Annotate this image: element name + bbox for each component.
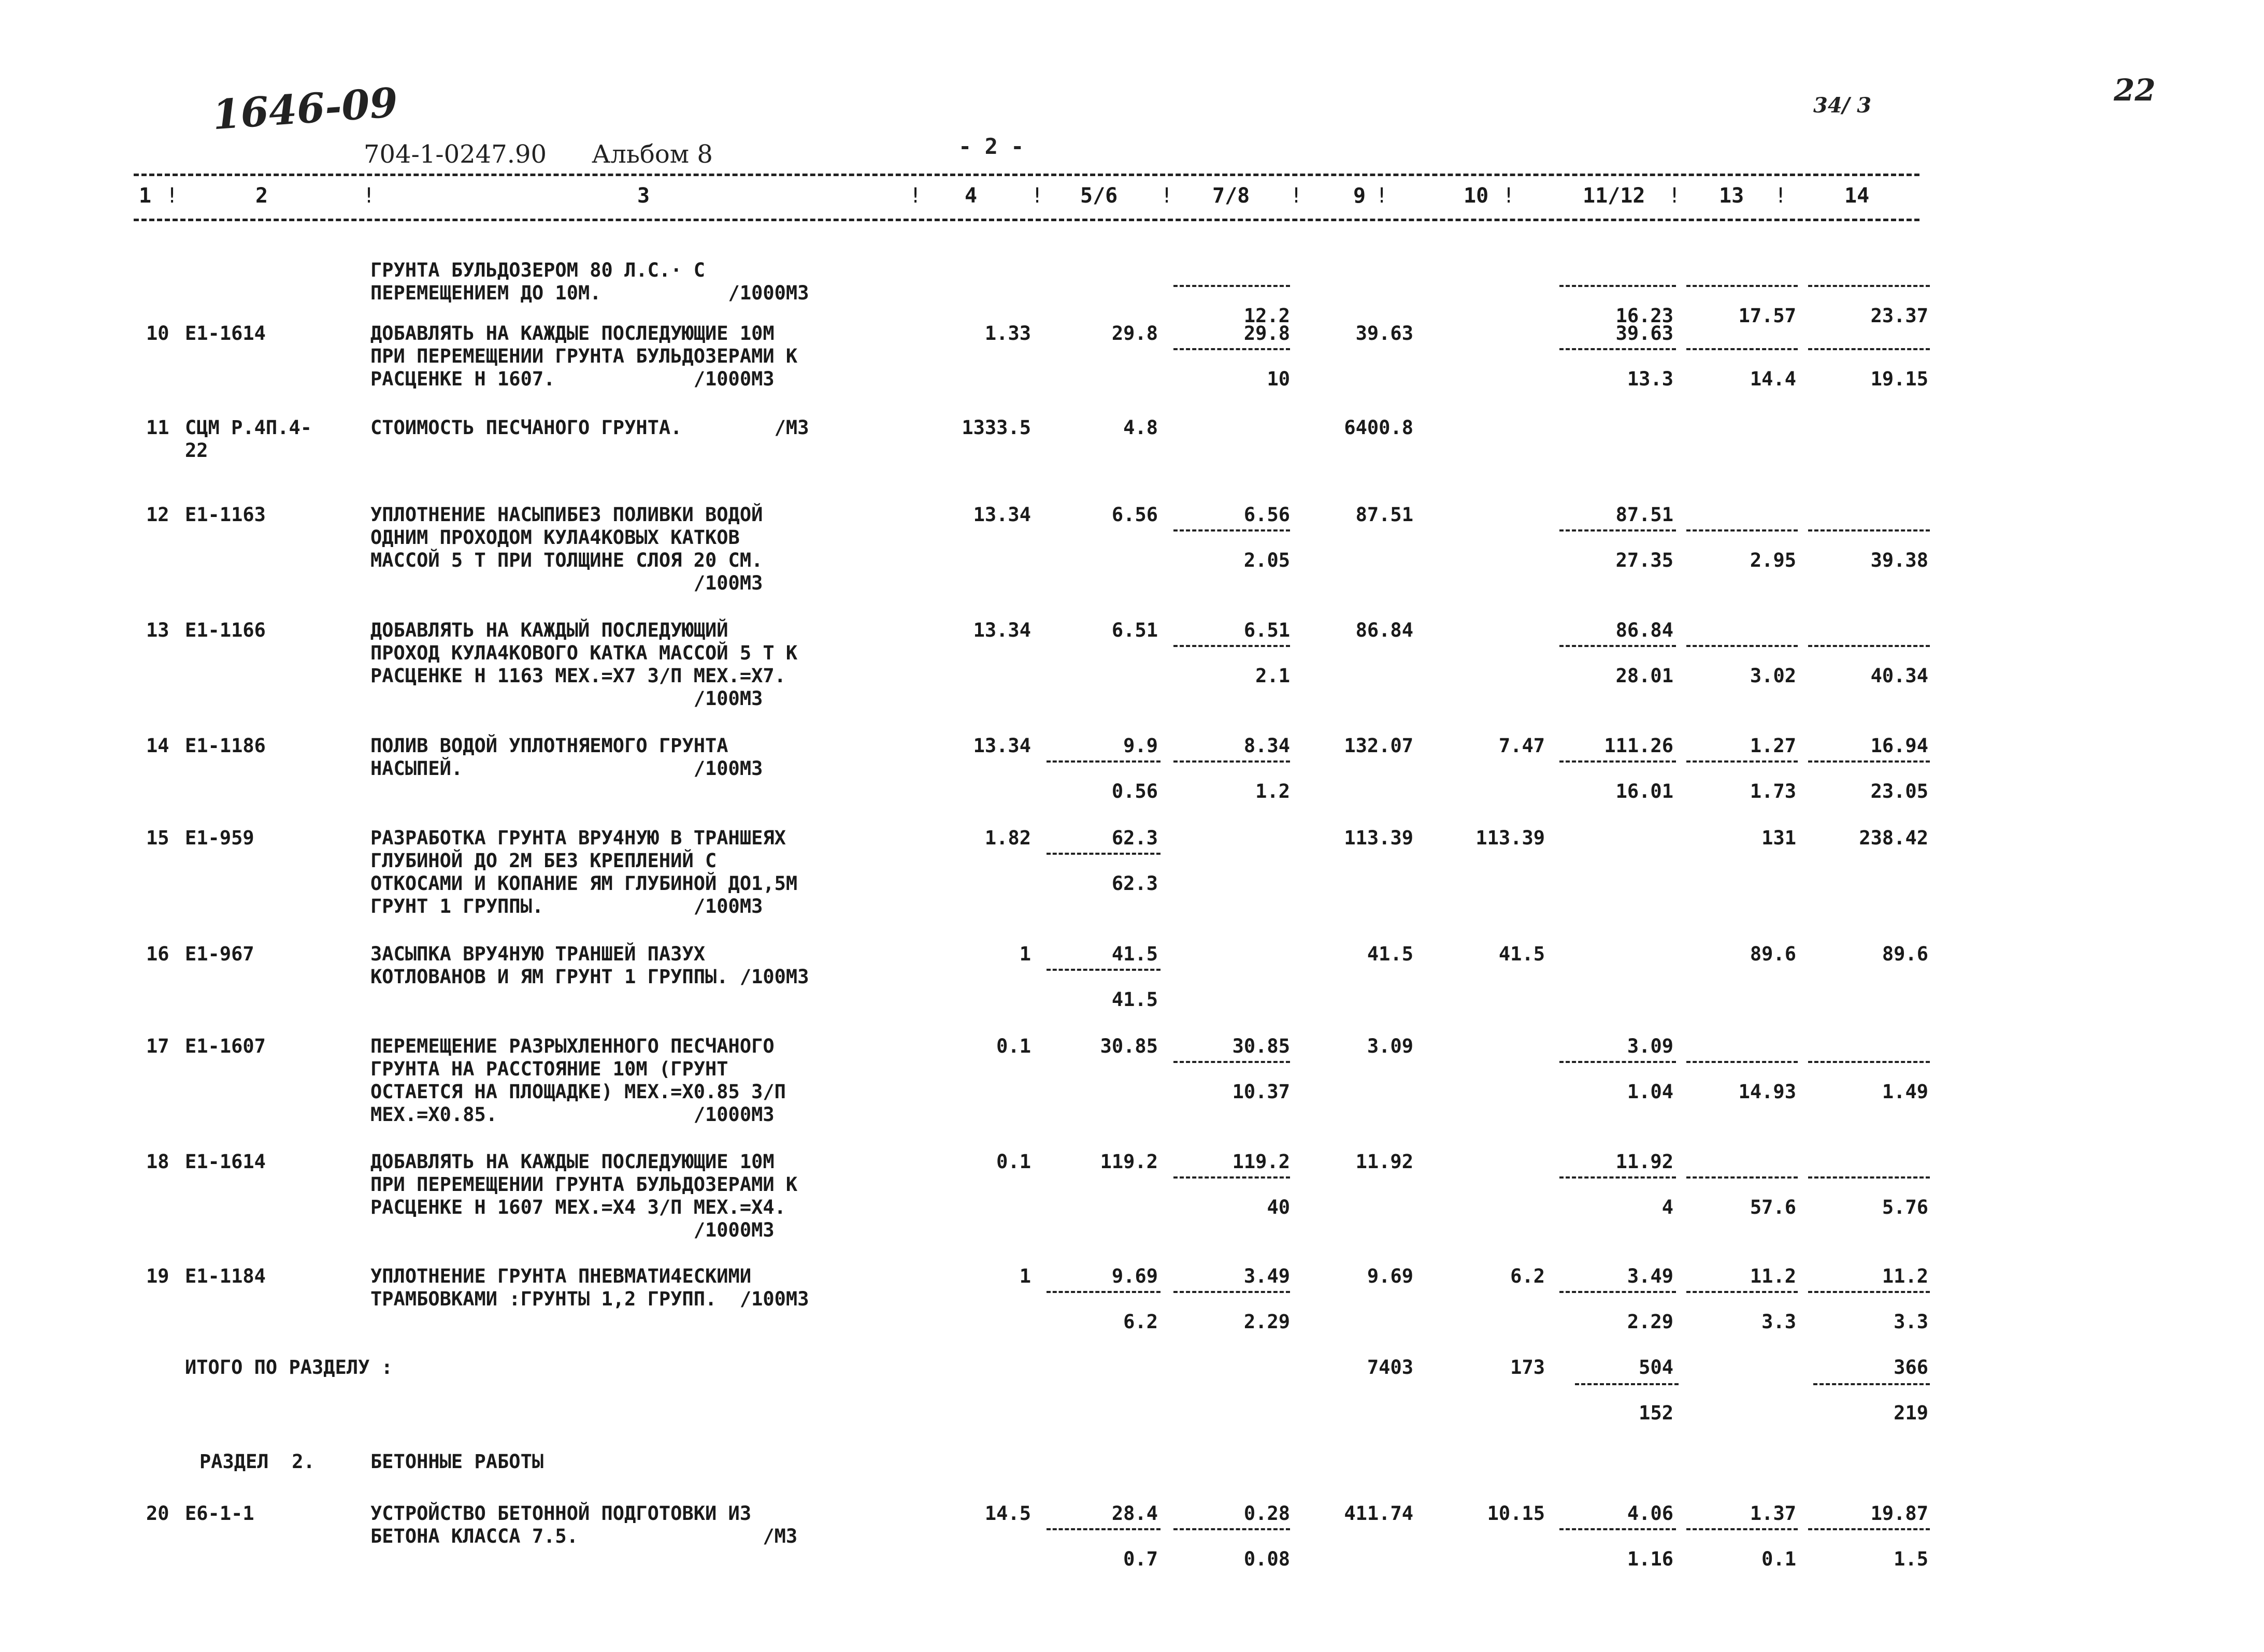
cell-c11: 1.04 bbox=[1627, 1081, 1673, 1103]
cell-c5: 119.2 bbox=[1100, 1151, 1158, 1173]
divider-line bbox=[1686, 1528, 1798, 1530]
cell-c10: 41.5 bbox=[1498, 943, 1545, 965]
divider-line bbox=[1686, 1061, 1798, 1063]
column-separator: ! bbox=[363, 184, 376, 208]
cell-c4: 13.34 bbox=[973, 619, 1031, 641]
cell-c14: 16.94 bbox=[1870, 735, 1928, 757]
column-header-1: 1 bbox=[139, 184, 152, 208]
cell-c7: 3.49 bbox=[1243, 1265, 1290, 1287]
handwritten-sheet-number: 34/ 3 bbox=[1813, 93, 1872, 118]
cell-c7: 8.34 bbox=[1243, 735, 1290, 757]
divider-line bbox=[1047, 1291, 1160, 1293]
cell-c11: 1.16 bbox=[1627, 1548, 1673, 1570]
row-code: Е1-1186 bbox=[185, 735, 266, 757]
row-number: 15 bbox=[146, 827, 169, 849]
column-separator: ! bbox=[1502, 184, 1515, 208]
divider-line bbox=[1575, 1383, 1679, 1385]
divider-line bbox=[1559, 760, 1676, 763]
cell-c9: 39.63 bbox=[1355, 322, 1413, 344]
row-description: ДОБАВЛЯТЬ НА КАЖДЫЕ ПОСЛЕДУЮЩИЕ 10М ПРИ ПЕРЕМЕЩЕНИИ ГРУНТА БУЛЬДОЗЕРАМИ К РАСЦЕНКЕ Н 1607. /1000М3 bbox=[370, 322, 798, 390]
divider-line bbox=[1173, 1528, 1290, 1530]
divider-line bbox=[1559, 348, 1676, 350]
cell-c4: 1.33 bbox=[984, 322, 1031, 344]
cell-c11: 3.09 bbox=[1627, 1035, 1673, 1057]
cell-c14: 366 bbox=[1894, 1356, 1928, 1378]
column-separator: ! bbox=[1774, 184, 1787, 208]
row-code: Е6-1-1 bbox=[185, 1502, 254, 1525]
cell-c13: 1.27 bbox=[1750, 735, 1796, 757]
cell-c4: 0.1 bbox=[996, 1151, 1031, 1173]
row-number: 12 bbox=[146, 504, 169, 526]
cell-c4: 1.82 bbox=[984, 827, 1031, 849]
divider-line bbox=[1047, 1528, 1160, 1530]
cell-c13: 11.2 bbox=[1750, 1265, 1796, 1287]
cell-c11: 4 bbox=[1661, 1196, 1673, 1218]
cell-c11: 87.51 bbox=[1615, 504, 1673, 526]
column-header-14: 14 bbox=[1844, 184, 1870, 208]
cell-c11: 13.3 bbox=[1627, 368, 1673, 390]
row-code: Е1-1607 bbox=[185, 1035, 266, 1057]
divider-line bbox=[1173, 285, 1290, 287]
row-description: ЗАСЫПКА ВРУ4НУЮ ТРАНШЕЙ ПАЗУХ КОТЛОВАНОВ И ЯМ ГРУНТ 1 ГРУППЫ. /100М3 bbox=[370, 943, 809, 988]
column-separator: ! bbox=[1290, 184, 1303, 208]
cell-c10: 7.47 bbox=[1498, 735, 1545, 757]
section-title: БЕТОННЫЕ РАБОТЫ bbox=[370, 1450, 544, 1473]
top-rule bbox=[134, 174, 1919, 176]
divider-line bbox=[1686, 1176, 1798, 1179]
cell-c9: 411.74 bbox=[1344, 1502, 1413, 1525]
cell-c7: 10.37 bbox=[1232, 1081, 1290, 1103]
cell-c11: 27.35 bbox=[1615, 549, 1673, 571]
row-description: ПОЛИВ ВОДОЙ УПЛОТНЯЕМОГО ГРУНТА НАСЫПЕЙ. /100М3 bbox=[370, 735, 763, 780]
cell-c5: 4.8 bbox=[1123, 416, 1158, 439]
cell-c9: 87.51 bbox=[1355, 504, 1413, 526]
cell-c11: 16.23 bbox=[1615, 305, 1673, 327]
page-marker: - 2 - bbox=[958, 134, 1024, 159]
cell-c14: 23.37 bbox=[1870, 305, 1928, 327]
cell-c11: 86.84 bbox=[1615, 619, 1673, 641]
column-header-13: 13 bbox=[1719, 184, 1744, 208]
cell-c7: 40 bbox=[1267, 1196, 1290, 1218]
cell-c14: 19.15 bbox=[1870, 368, 1928, 390]
divider-line bbox=[1047, 853, 1160, 855]
cell-c14: 89.6 bbox=[1882, 943, 1928, 965]
document-code: 704-1-0247.90 bbox=[364, 140, 547, 169]
cell-c9: 11.92 bbox=[1355, 1151, 1413, 1173]
column-header-4: 4 bbox=[965, 184, 978, 208]
row-number: 11 bbox=[146, 416, 169, 439]
cell-c14: 39.38 bbox=[1870, 549, 1928, 571]
cell-c9: 9.69 bbox=[1367, 1265, 1413, 1287]
cell-c7: 2.29 bbox=[1243, 1311, 1290, 1333]
cell-c11: 4.06 bbox=[1627, 1502, 1673, 1525]
cell-c14: 19.87 bbox=[1870, 1502, 1928, 1525]
divider-line bbox=[1808, 1061, 1930, 1063]
divider-line bbox=[1173, 529, 1290, 531]
cell-c11: 152 bbox=[1639, 1402, 1673, 1424]
cell-c13: 14.93 bbox=[1738, 1081, 1796, 1103]
divider-line bbox=[1686, 348, 1798, 350]
row-description: ПЕРЕМЕЩЕНИЕ РАЗРЫХЛЕННОГО ПЕСЧАНОГО ГРУНТА НА РАССТОЯНИЕ 10М (ГРУНТ ОСТАЕТСЯ НА ПЛОЩАДКЕ) МЕХ.=Х0.85 З/П МЕХ.=Х0.85. /1000М3 bbox=[370, 1035, 786, 1126]
row-number: 17 bbox=[146, 1035, 169, 1057]
cell-c9: 113.39 bbox=[1344, 827, 1413, 849]
divider-line bbox=[1559, 529, 1676, 531]
column-header-9: 9 bbox=[1353, 184, 1366, 208]
cell-c7: 12.2 bbox=[1243, 305, 1290, 327]
divider-line bbox=[1047, 969, 1160, 971]
row-code: Е1-959 bbox=[185, 827, 254, 849]
divider-line bbox=[1813, 1383, 1930, 1385]
cell-c10: 6.2 bbox=[1510, 1265, 1545, 1287]
divider-line bbox=[1808, 1528, 1930, 1530]
row-code: Е1-1614 bbox=[185, 1151, 266, 1173]
column-header-2: 2 bbox=[255, 184, 268, 208]
cell-c11: 111.26 bbox=[1604, 735, 1673, 757]
row-code: Е1-1614 bbox=[185, 322, 266, 344]
header-rule bbox=[134, 219, 1919, 221]
cell-c13: 3.02 bbox=[1750, 665, 1796, 687]
row-number: 16 bbox=[146, 943, 169, 965]
row-description: ГРУНТА БУЛЬДОЗЕРОМ 80 Л.С.· С ПЕРЕМЕЩЕНИЕМ ДО 10М. /1000М3 bbox=[370, 259, 809, 304]
cell-c7: 119.2 bbox=[1232, 1151, 1290, 1173]
cell-c13: 1.37 bbox=[1750, 1502, 1796, 1525]
divider-line bbox=[1808, 529, 1930, 531]
cell-c9: 132.07 bbox=[1344, 735, 1413, 757]
cell-c13: 57.6 bbox=[1750, 1196, 1796, 1218]
cell-c7: 10 bbox=[1267, 368, 1290, 390]
cell-c11: 2.29 bbox=[1627, 1311, 1673, 1333]
cell-c5: 41.5 bbox=[1111, 988, 1158, 1011]
cell-c14: 238.42 bbox=[1859, 827, 1928, 849]
cell-c4: 13.34 bbox=[973, 504, 1031, 526]
cell-c9: 86.84 bbox=[1355, 619, 1413, 641]
cell-c9: 41.5 bbox=[1367, 943, 1413, 965]
cell-c7: 2.1 bbox=[1255, 665, 1290, 687]
row-code: СЦМ Р.4П.4- 22 bbox=[185, 416, 312, 462]
cell-c7: 1.2 bbox=[1255, 780, 1290, 802]
row-description: ДОБАВЛЯТЬ НА КАЖДЫЕ ПОСЛЕДУЮЩИЕ 10М ПРИ ПЕРЕМЕЩЕНИИ ГРУНТА БУЛЬДОЗЕРАМИ К РАСЦЕНКЕ Н 1607 МЕХ.=Х4 З/П МЕХ.=Х4. /1000М3 bbox=[370, 1151, 798, 1241]
divider-line bbox=[1808, 348, 1930, 350]
cell-c11: 39.63 bbox=[1615, 322, 1673, 344]
column-separator: ! bbox=[1031, 184, 1044, 208]
cell-c5: 0.56 bbox=[1111, 780, 1158, 802]
cell-c7: 0.08 bbox=[1243, 1548, 1290, 1570]
cell-c5: 28.4 bbox=[1111, 1502, 1158, 1525]
album-label: Альбом 8 bbox=[592, 140, 713, 169]
cell-c5: 9.69 bbox=[1111, 1265, 1158, 1287]
cell-c11: 28.01 bbox=[1615, 665, 1673, 687]
divider-line bbox=[1559, 645, 1676, 647]
cell-c4: 1 bbox=[1019, 943, 1031, 965]
cell-c14: 40.34 bbox=[1870, 665, 1928, 687]
column-header-3: 3 bbox=[637, 184, 650, 208]
cell-c11: 16.01 bbox=[1615, 780, 1673, 802]
cell-c14: 219 bbox=[1894, 1402, 1928, 1424]
cell-c10: 173 bbox=[1510, 1356, 1545, 1378]
cell-c5: 29.8 bbox=[1111, 322, 1158, 344]
cell-c7: 29.8 bbox=[1243, 322, 1290, 344]
cell-c11: 3.49 bbox=[1627, 1265, 1673, 1287]
cell-c13: 17.57 bbox=[1738, 305, 1796, 327]
column-header-5-6: 5/6 bbox=[1080, 184, 1118, 208]
row-code: Е1-1163 bbox=[185, 504, 266, 526]
cell-c13: 1.73 bbox=[1750, 780, 1796, 802]
row-code: Е1-967 bbox=[185, 943, 254, 965]
handwritten-code: 1646-09 bbox=[211, 79, 399, 139]
cell-c14: 1.5 bbox=[1894, 1548, 1928, 1570]
row-number: 20 bbox=[146, 1502, 169, 1525]
divider-line bbox=[1559, 1291, 1676, 1293]
section-heading: РАЗДЕЛ 2. bbox=[199, 1450, 315, 1473]
row-code: Е1-1166 bbox=[185, 619, 266, 641]
divider-line bbox=[1173, 348, 1290, 350]
cell-c5: 6.56 bbox=[1111, 504, 1158, 526]
cell-c9: 6400.8 bbox=[1344, 416, 1413, 439]
row-description: ДОБАВЛЯТЬ НА КАЖДЫЙ ПОСЛЕДУЮЩИЙ ПРОХОД КУЛА4КОВОГО КАТКА МАССОЙ 5 Т К РАСЦЕНКЕ Н 1163 МЕХ.=Х7 З/П МЕХ.=Х7. /100М3 bbox=[370, 619, 798, 710]
divider-line bbox=[1686, 529, 1798, 531]
row-description: УСТРОЙСТВО БЕТОННОЙ ПОДГОТОВКИ ИЗ БЕТОНА КЛАССА 7.5. /М3 bbox=[370, 1502, 798, 1547]
divider-line bbox=[1173, 1061, 1290, 1063]
cell-c13: 89.6 bbox=[1750, 943, 1796, 965]
cell-c5: 9.9 bbox=[1123, 735, 1158, 757]
divider-line bbox=[1047, 760, 1160, 763]
cell-c11: 11.92 bbox=[1615, 1151, 1673, 1173]
cell-c14: 3.3 bbox=[1894, 1311, 1928, 1333]
column-header-10: 10 bbox=[1464, 184, 1489, 208]
cell-c5: 62.3 bbox=[1111, 872, 1158, 895]
row-description: УПЛОТНЕНИЕ НАСЫПИБЕЗ ПОЛИВКИ ВОДОЙ ОДНИМ ПРОХОДОМ КУЛА4КОВЫХ КАТКОВ МАССОЙ 5 Т ПРИ ТОЛЩИНЕ СЛОЯ 20 СМ. /100М3 bbox=[370, 504, 763, 594]
cell-c7: 0.28 bbox=[1243, 1502, 1290, 1525]
cell-c13: 14.4 bbox=[1750, 368, 1796, 390]
divider-line bbox=[1808, 1291, 1930, 1293]
cell-c10: 113.39 bbox=[1475, 827, 1545, 849]
cell-c7: 6.51 bbox=[1243, 619, 1290, 641]
cell-c13: 131 bbox=[1761, 827, 1796, 849]
cell-c14: 11.2 bbox=[1882, 1265, 1928, 1287]
divider-line bbox=[1808, 760, 1930, 763]
cell-c13: 0.1 bbox=[1761, 1548, 1796, 1570]
cell-c7: 2.05 bbox=[1243, 549, 1290, 571]
column-header-7-8: 7/8 bbox=[1212, 184, 1250, 208]
divider-line bbox=[1808, 645, 1930, 647]
cell-c5: 6.51 bbox=[1111, 619, 1158, 641]
cell-c14: 1.49 bbox=[1882, 1081, 1928, 1103]
cell-c4: 1 bbox=[1019, 1265, 1031, 1287]
divider-line bbox=[1808, 1176, 1930, 1179]
column-separator: ! bbox=[909, 184, 922, 208]
divider-line bbox=[1686, 760, 1798, 763]
row-number: 10 bbox=[146, 322, 169, 344]
row-description: СТОИМОСТЬ ПЕСЧАНОГО ГРУНТА. /М3 bbox=[370, 416, 809, 439]
divider-line bbox=[1559, 1528, 1676, 1530]
row-number: 19 bbox=[146, 1265, 169, 1287]
row-number: 13 bbox=[146, 619, 169, 641]
divider-line bbox=[1173, 1291, 1290, 1293]
cell-c4: 1333.5 bbox=[962, 416, 1031, 439]
cell-c14: 23.05 bbox=[1870, 780, 1928, 802]
cell-c11: 504 bbox=[1639, 1356, 1673, 1378]
divider-line bbox=[1808, 285, 1930, 287]
cell-c4: 13.34 bbox=[973, 735, 1031, 757]
cell-c9: 7403 bbox=[1367, 1356, 1413, 1378]
divider-line bbox=[1559, 285, 1676, 287]
column-separator: ! bbox=[166, 184, 179, 208]
divider-line bbox=[1559, 1061, 1676, 1063]
section-total-label: ИТОГО ПО РАЗДЕЛУ : bbox=[185, 1356, 393, 1378]
row-number: 18 bbox=[146, 1151, 169, 1173]
row-description: РАЗРАБОТКА ГРУНТА ВРУ4НУЮ В ТРАНШЕЯХ ГЛУБИНОЙ ДО 2М БЕЗ КРЕПЛЕНИЙ С ОТКОСАМИ И КОПАНИЕ ЯМ ГЛУБИНОЙ ДО1,5М ГРУНТ 1 ГРУППЫ. /100М3 bbox=[370, 827, 798, 917]
cell-c7: 6.56 bbox=[1243, 504, 1290, 526]
row-description: УПЛОТНЕНИЕ ГРУНТА ПНЕВМАТИ4ЕСКИМИ ТРАМБОВКАМИ :ГРУНТЫ 1,2 ГРУПП. /100М3 bbox=[370, 1265, 809, 1310]
divider-line bbox=[1173, 645, 1290, 647]
row-code: Е1-1184 bbox=[185, 1265, 266, 1287]
column-header-11-12: 11/12 bbox=[1583, 184, 1645, 208]
divider-line bbox=[1173, 1176, 1290, 1179]
cell-c5: 6.2 bbox=[1123, 1311, 1158, 1333]
cell-c4: 0.1 bbox=[996, 1035, 1031, 1057]
cell-c13: 3.3 bbox=[1761, 1311, 1796, 1333]
divider-line bbox=[1559, 1176, 1676, 1179]
cell-c14: 5.76 bbox=[1882, 1196, 1928, 1218]
cell-c5: 0.7 bbox=[1123, 1548, 1158, 1570]
cell-c5: 62.3 bbox=[1111, 827, 1158, 849]
cell-c13: 2.95 bbox=[1750, 549, 1796, 571]
cell-c10: 10.15 bbox=[1487, 1502, 1545, 1525]
divider-line bbox=[1686, 645, 1798, 647]
cell-c5: 30.85 bbox=[1100, 1035, 1158, 1057]
cell-c9: 3.09 bbox=[1367, 1035, 1413, 1057]
handwritten-page-number: 22 bbox=[2114, 73, 2156, 108]
divider-line bbox=[1173, 760, 1290, 763]
column-separator: ! bbox=[1668, 184, 1681, 208]
cell-c7: 30.85 bbox=[1232, 1035, 1290, 1057]
divider-line bbox=[1686, 1291, 1798, 1293]
cell-c5: 41.5 bbox=[1111, 943, 1158, 965]
column-separator: ! bbox=[1375, 184, 1388, 208]
cell-c4: 14.5 bbox=[984, 1502, 1031, 1525]
column-separator: ! bbox=[1160, 184, 1173, 208]
divider-line bbox=[1686, 285, 1798, 287]
row-number: 14 bbox=[146, 735, 169, 757]
